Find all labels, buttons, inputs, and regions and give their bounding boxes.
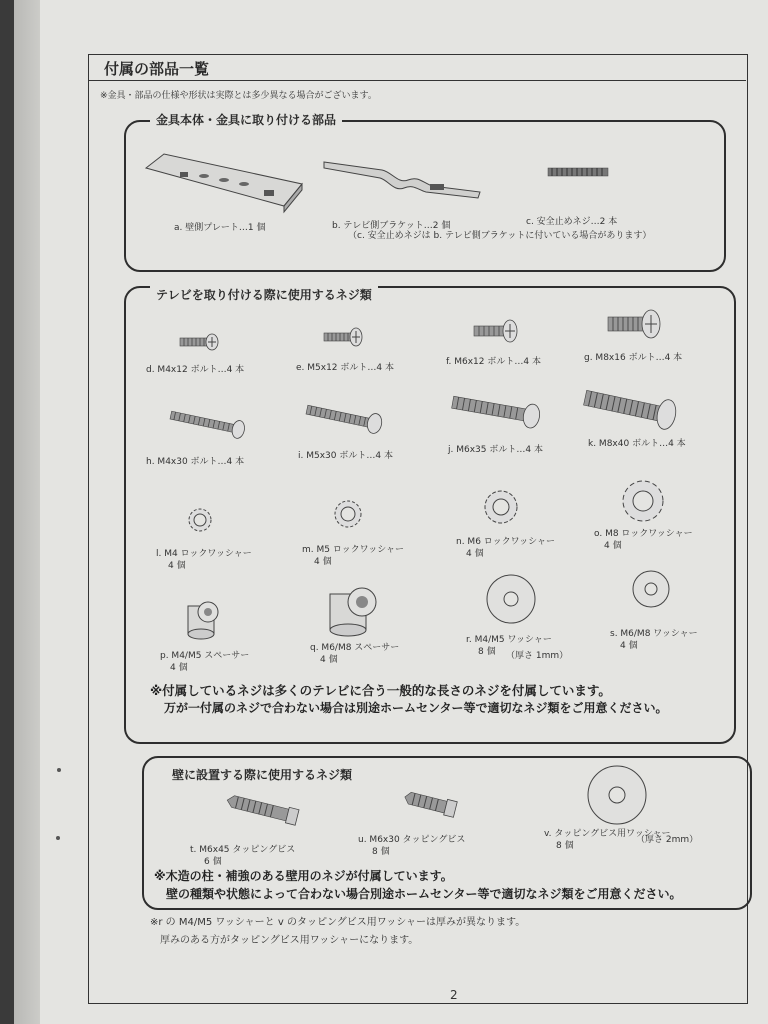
label-tv-bracket: b. テレビ側ブラケット…2 個 [332, 221, 451, 231]
qty-lock-washer-o: 4 個 [604, 541, 622, 551]
lock-washer-l-icon [186, 506, 214, 534]
bolt-i-icon [306, 402, 384, 434]
label-wall-plate: a. 壁側プレート…1 個 [174, 223, 266, 233]
label-lock-washer-n: n. M6 ロックワッシャー [456, 537, 555, 547]
tv-screw-notice-2: 万が一付属のネジで合わない場合は別途ホームセンター等で適切なネジ類をご用意ください。 [164, 701, 668, 715]
label-bolt-i: i. M5x30 ボルト…4 本 [298, 451, 393, 461]
label-bolt-e: e. M5x12 ボルト…4 本 [296, 363, 394, 373]
label-lock-washer-o: o. M8 ロックワッシャー [594, 529, 693, 539]
qty-spacer-q: 4 個 [320, 655, 338, 665]
lock-washer-o-icon [620, 478, 666, 524]
washer-footnote-1: ※r の M4/M5 ワッシャーと v のタッピングビス用ワッシャーは厚みが異なります。 [150, 917, 526, 928]
page-title: 付属の部品一覧 [104, 60, 210, 78]
label-tapping-washer-v: v. タッピングビス用ワッシャー [544, 829, 671, 839]
section-title-tv-screws: テレビを取り付ける際に使用するネジ類 [150, 286, 378, 303]
wall-screw-notice-1: ※木造の柱・補強のある壁用のネジが付属しています。 [154, 869, 453, 883]
qty-tapping-washer-v: 8 個 [556, 841, 574, 851]
label-tapping-screw-u: u. M6x30 タッピングビス [358, 835, 466, 845]
lock-washer-n-icon [482, 488, 520, 526]
label-safety-screw-note: （c. 安全止めネジは b. テレビ側ブラケットに付いている場合があります） [348, 231, 652, 241]
spacer-q-icon [326, 584, 382, 638]
bolt-k-icon [584, 386, 678, 430]
washer-s-icon [630, 568, 672, 610]
bolt-d-icon [180, 334, 220, 350]
bolt-e-icon [324, 328, 364, 346]
title-divider [88, 80, 746, 81]
qty-tapping-screw-u: 8 個 [372, 847, 390, 857]
label-bolt-k: k. M8x40 ボルト…4 本 [588, 439, 686, 449]
bolt-g-icon [608, 310, 660, 338]
label-spacer-q: q. M6/M8 スペーサー [310, 643, 400, 653]
spacer-p-icon [184, 598, 224, 640]
label-bolt-g: g. M8x16 ボルト…4 本 [584, 353, 683, 363]
qty-lock-washer-l: 4 個 [168, 561, 186, 571]
bolt-h-icon [170, 408, 248, 438]
tv-screw-notice-1: ※付属しているネジは多くのテレビに合う一般的な長さのネジを付属しています。 [150, 683, 611, 698]
binding-hole [56, 836, 60, 840]
section-title-bracket-parts: 金具本体・金具に取り付ける部品 [150, 111, 342, 128]
bolt-j-icon [452, 392, 542, 428]
lock-washer-m-icon [332, 498, 364, 530]
safety-screw-illustration [548, 166, 608, 178]
label-safety-screw: c. 安全止めネジ…2 本 [526, 217, 618, 227]
thickness-tapping-washer-v: （厚さ 2mm） [636, 835, 699, 845]
qty-spacer-p: 4 個 [170, 663, 188, 673]
tapping-washer-v-icon [586, 764, 648, 826]
binding-hole [57, 768, 61, 772]
label-tapping-screw-t: t. M6x45 タッピングビス [190, 845, 296, 855]
qty-washer-r: 8 個 [478, 647, 496, 657]
qty-lock-washer-n: 4 個 [466, 549, 484, 559]
thickness-washer-r: （厚さ 1mm） [506, 651, 569, 661]
section-title-wall-screws: 壁に設置する際に使用するネジ類 [166, 766, 358, 783]
label-lock-washer-m: m. M5 ロックワッシャー [302, 545, 405, 555]
tapping-screw-u-icon [404, 786, 462, 822]
label-bolt-h: h. M4x30 ボルト…4 本 [146, 457, 245, 467]
label-bolt-f: f. M6x12 ボルト…4 本 [446, 357, 541, 367]
binder-edge [0, 0, 14, 1024]
tapping-screw-t-icon [226, 790, 308, 830]
qty-lock-washer-m: 4 個 [314, 557, 332, 567]
label-washer-r: r. M4/M5 ワッシャー [466, 635, 552, 645]
label-lock-washer-l: l. M4 ロックワッシャー [156, 549, 252, 559]
label-bolt-j: j. M6x35 ボルト…4 本 [448, 445, 543, 455]
qty-tapping-screw-t: 6 個 [204, 857, 222, 867]
washer-r-icon [484, 572, 538, 626]
label-bolt-d: d. M4x12 ボルト…4 本 [146, 365, 245, 375]
qty-washer-s: 4 個 [620, 641, 638, 651]
label-spacer-p: p. M4/M5 スペーサー [160, 651, 250, 661]
washer-footnote-2: 厚みのある方がタッピングビス用ワッシャーになります。 [160, 935, 419, 946]
wall-screw-notice-2: 壁の種類や状態によって合わない場合別途ホームセンター等で適切なネジ類をご用意ください。 [166, 887, 682, 901]
tv-bracket-illustration [322, 158, 482, 202]
bolt-f-icon [474, 320, 518, 342]
wall-plate-illustration [144, 150, 304, 212]
page-number: 2 [450, 988, 458, 1002]
label-washer-s: s. M6/M8 ワッシャー [610, 629, 698, 639]
spec-note: ※金具・部品の仕様や形状は実際とは多少異なる場合がございます。 [100, 91, 377, 101]
